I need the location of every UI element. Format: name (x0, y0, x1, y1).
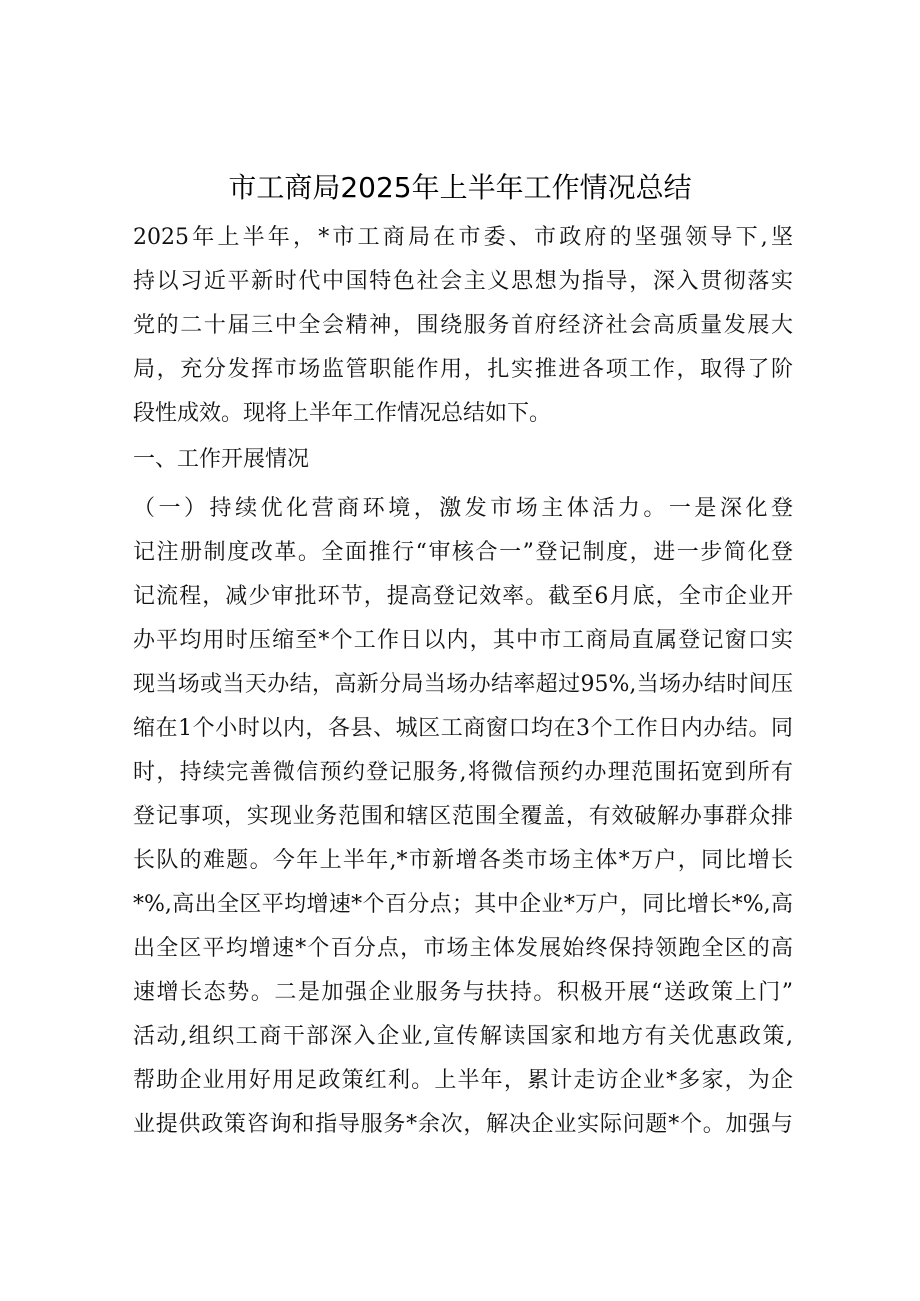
section-heading-text: 一、工作开展情况 (133, 447, 310, 472)
section1-line: 现当场或当天办结，高新分局当场办结率超过95%,当场办结时间压 (133, 672, 793, 697)
section1-line: （一）持续优化营商环境，激发市场主体活力。一是深化登 (133, 496, 793, 521)
section1-line: 业提供政策咨询和指导服务*余次，解决企业实际问题*个。加强与 (133, 1112, 793, 1137)
intro-line: 局，充分发挥市场监管职能作用，扎实推进各项工作，取得了阶 (133, 357, 793, 382)
intro-paragraph (133, 216, 793, 436)
section1-line: 记注册制度改革。全面推行“审核合一”登记制度，进一步简化登 (133, 540, 793, 565)
section-heading (133, 438, 793, 482)
section1-line: 活动,组织工商干部深入企业,宣传解读国家和地方有关优惠政策, (133, 1024, 793, 1049)
intro-line: 2025年上半年，*市工商局在市委、市政府的坚强领导下,坚 (133, 225, 793, 250)
section1-line: 帮助企业用好用足政策红利。上半年，累计走访企业*多家，为企 (133, 1068, 793, 1093)
section1-line: 登记事项，实现业务范围和辖区范围全覆盖，有效破解办事群众排 (133, 804, 793, 829)
intro-line: 段性成效。现将上半年工作情况总结如下。 (133, 401, 552, 426)
section1-line: 缩在1个小时以内，各县、城区工商窗口均在3个工作日内办结。同 (133, 716, 793, 741)
section1-line: 出全区平均增速*个百分点，市场主体发展始终保持领跑全区的高 (133, 936, 793, 961)
section1-line: 时，持续完善微信预约登记服务,将微信预约办理范围拓宽到所有 (133, 760, 793, 785)
section1-paragraph (133, 487, 793, 1147)
section1-line: 记流程，减少审批环节，提高登记效率。截至6月底，全市企业开 (133, 584, 793, 609)
document-title: 市工商局2025年上半年工作情况总结 (228, 171, 692, 204)
section1-line: 长队的难题。今年上半年,*市新增各类市场主体*万户，同比增长 (133, 848, 793, 873)
intro-line: 党的二十届三中全会精神，围绕服务首府经济社会高质量发展大 (133, 313, 793, 338)
section1-line: 速增长态势。二是加强企业服务与扶持。积极开展“送政策上门” (133, 980, 793, 1005)
section1-line: *%,高出全区平均增速*个百分点；其中企业*万户，同比增长*%,高 (133, 892, 793, 917)
intro-line: 持以习近平新时代中国特色社会主义思想为指导，深入贯彻落实 (133, 269, 793, 294)
section1-line: 办平均用时压缩至*个工作日以内，其中市工商局直属登记窗口实 (133, 628, 793, 653)
